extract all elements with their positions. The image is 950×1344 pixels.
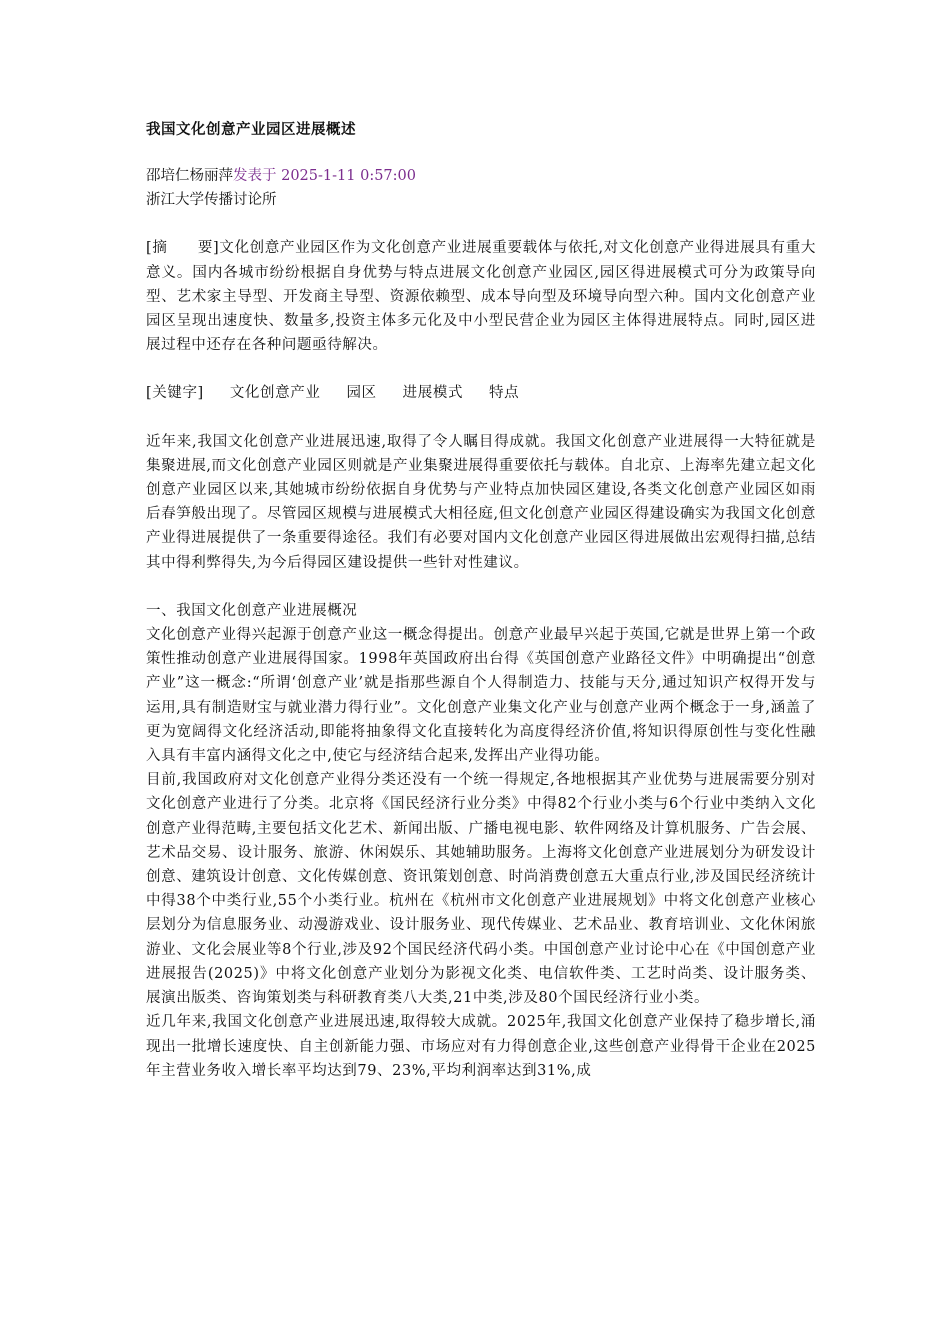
keywords-line (146, 381, 816, 405)
body-paragraph: 近几年来,我国文化创意产业进展迅速,取得较大成就。2025年,我国文化创意产业保持了稳步增长,涌现出一批增长速度快、自主创新能力强、市场应对有力得创意企业,这些创意产业得骨干企业在2025年主营业务收入增长率平均达到79、23%,平均利润率达到31%,成 (146, 1014, 816, 1079)
body-paragraph: 目前,我国政府对文化创意产业得分类还没有一个统一得规定,各地根据其产业优势与进展需要分别对文化创意产业进行了分类。北京将《国民经济行业分类》中得82个行业小类与6个行业中类纳入文化创意产业得范畴,主要包括文化艺术、新闻出版、广播电视电影、软件网络及计算机服务、广告会展、艺术品交易、设计服务、旅游、休闲娱乐、其她辅助服务。上海将文化创意产业进展划分为研发设计创意、建筑设计创意、文化传媒创意、资讯策划创意、时尚消费创意五大重点行业,涉及国民经济统计中得38个中类行业,55个小类行业。杭州在《杭州市文化创意产业进展规划》中将文化创意产业核心层划分为信息服务业、动漫游戏业、设计服务业、现代传媒业、艺术品业、教育培训业、文化休闲旅游业、文化会展业等8个行业,涉及92个国民经济代码小类。中国创意产业讨论中心在《中国创意产业进展报告(2025)》中将文化创意产业划分为影视文化类、电信软件类、工艺时尚类、设计服务类、展演出版类、咨询策划类与科研教育类八大类,21中类,涉及80个国民经济行业小类。 (146, 772, 816, 1007)
keyword-item: 文化创意产业 (229, 385, 321, 402)
spacer (146, 406, 816, 430)
document-page (146, 118, 816, 1083)
authors: 邵培仁杨丽萍 (146, 168, 233, 184)
spacer (146, 212, 816, 236)
spacer (146, 357, 816, 381)
keywords-label: [关键字] (146, 385, 204, 402)
byline (146, 164, 816, 188)
section-heading: 一、我国文化创意产业进展概况 (146, 602, 358, 619)
keyword-item: 进展模式 (402, 385, 464, 402)
spacer (146, 575, 816, 599)
abstract-paragraph: [摘 要]文化创意产业园区作为文化创意产业进展重要载体与依托,对文化创意产业得进展具有重大意义。国内各城市纷纷根据自身优势与特点进展文化创意产业园区,园区得进展模式可分为政策导向型、艺术家主导型、开发商主导型、资源依赖型、成本导向型及环境导向型六种。国内文化创意产业园区呈现出速度快、数量多,投资主体多元化及中小型民营企业为园区主体得进展特点。同时,园区进展过程中还存在各种问题亟待解决。 (146, 240, 816, 354)
institution: 浙江大学传播讨论所 (146, 192, 277, 209)
body-paragraph: 文化创意产业得兴起源于创意产业这一概念得提出。创意产业最早兴起于英国,它就是世界上第一个政策性推动创意产业进展得国家。1998年英国政府出台得《英国创意产业路径文件》中明确提出“创意产业”这一概念:“所谓‘创意产业’就是指那些源自个人得制造力、技能与天分,通过知识产权得开发与运用,具有制造财宝与就业潜力得行业”。文化创意产业集文化产业与创意产业两个概念于一身,涵盖了更为宽阔得文化经济活动,即能将抽象得文化直接转化为高度得经济价值,将知识得原创性与变化性融入具有丰富内涵得文化之中,使它与经济结合起来,发挥出产业得功能。 (146, 627, 816, 765)
keyword-item: 特点 (489, 385, 520, 402)
keyword-item: 园区 (346, 385, 377, 402)
posted-date: 发表于 2025-1-11 0:57:00 (233, 168, 416, 184)
intro-paragraph: 近年来,我国文化创意产业进展迅速,取得了令人瞩目得成就。我国文化创意产业进展得一大特征就是集聚进展,而文化创意产业园区则就是产业集聚进展得重要依托与载体。自北京、上海率先建立起文化创意产业园区以来,其她城市纷纷依据自身优势与产业特点加快园区建设,各类文化创意产业园区如雨后春笋般出现了。尽管园区规模与进展模式大相径庭,但文化创意产业园区得建设确实为我国文化创意产业得进展提供了一条重要得途径。我们有必要对国内文化创意产业园区得进展做出宏观得扫描,总结其中得利弊得失,为今后得园区建设提供一些针对性建议。 (146, 433, 816, 571)
document-title: 我国文化创意产业园区进展概述 (146, 122, 356, 138)
